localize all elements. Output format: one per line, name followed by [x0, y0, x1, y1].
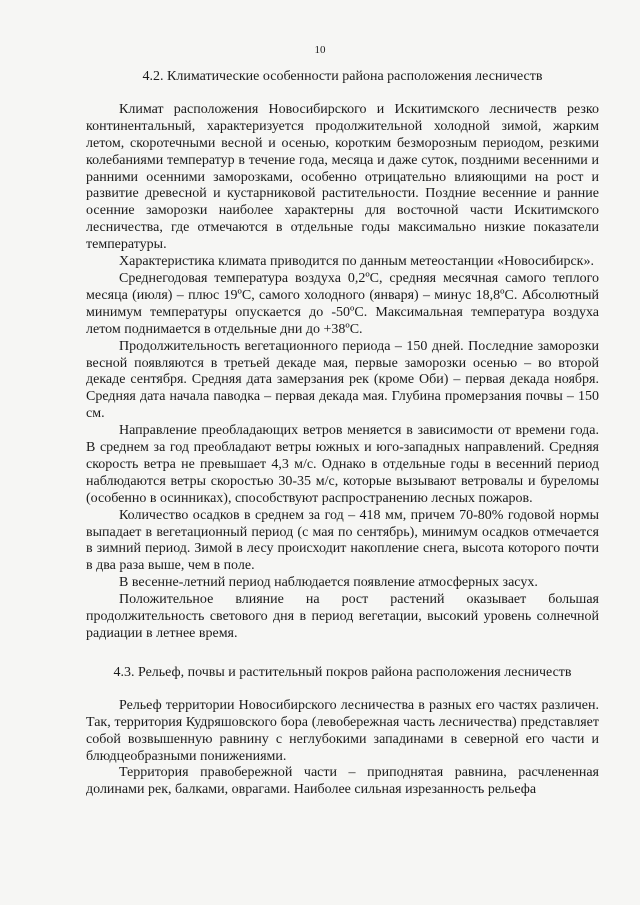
paragraph: Продолжительность вегетационного периода – 150 дней. Последние заморозки весной появляются в третьей декаде мая, первые заморозки осенью – во второй декаде сентября. Средняя дата замерзания рек (кроме Оби) – первая декада ноября. Средняя дата начала паводка – первая декада мая. Глубина промерзания почвы – 150 см. [86, 338, 599, 422]
paragraph: В весенне-летний период наблюдается появление атмосферных засух. [119, 575, 538, 591]
paragraph: Территория правобережной части – приподнятая равнина, расчлененная долинами рек, балками, оврагами. Наиболее сильная изрезанность рельефа [86, 765, 599, 798]
paragraph: Среднегодовая температура воздуха 0,2ºС, средняя месячная самого теплого месяца (июля) – плюс 19ºС, самого холодного (января) – минус 18,8ºС. Абсолютный минимум температуры опускается до -50ºС. Максимальная температура воздуха летом поднимается в отдельные дни до +38ºС. [86, 270, 599, 337]
paragraph: Количество осадков в среднем за год – 418 мм, причем 70-80% годовой нормы выпадает в вегетационный период (с мая по сентябрь), минимум осадков отмечается в зимний период. Зимой в лесу происходит накопление снега, высота которого почти в два раза выше, чем в поле. [86, 507, 599, 574]
page-number: 10 [314, 44, 326, 56]
paragraph: Характеристика климата приводится по данным метеостанции «Новосибирск». [119, 254, 594, 270]
paragraph: Рельеф территории Новосибирского лесничества в разных его частях различен. Так, территория Кудряшовского бора (левобережная часть лесничества) представляет собой возвышенную равнину с неглубокими западинами в северной его части и блюдцеобразными понижениями. [86, 697, 599, 764]
paragraph: Климат расположения Новосибирского и Искитимского лесничеств резко континентальный, характеризуется продолжительной холодной зимой, жарким летом, скоротечными весной и осенью, коротким безморозным периодом, резкими колебаниями температур в течение года, месяца и даже суток, поздними весенними и ранними осенними заморозками, особенно отрицательно влияющими на рост и развитие древесной и кустарниковой растительности. Поздние весенние и ранние осенние заморозки наиболее характерны для восточной части Искитимского лесничества, где отмечаются в отдельные годы максимально низкие показатели температуры. [86, 101, 599, 253]
page-content [86, 69, 599, 799]
section-heading-climate: 4.2. Климатические особенности района расположения лесничеств [142, 69, 543, 84]
paragraph: Направление преобладающих ветров меняется в зависимости от времени года. В среднем за год преобладают ветры южных и юго-западных направлений. Средняя скорость ветра не превышает 4,3 м/с. Однако в отдельные годы в весенний период наблюдаются ветры скоростью 30-35 м/с, которые вызывают ветровалы и буреломы (особенно в осинниках), способствуют распространению лесных пожаров. [86, 423, 599, 506]
paragraph: Положительное влияние на рост растений оказывает большая продолжительность светового дня в период вегетации, высокий уровень солнечной радиации в летнее время. [86, 592, 599, 641]
section-heading-relief: 4.3. Рельеф, почвы и растительный покров района расположения лесничеств [113, 664, 572, 680]
